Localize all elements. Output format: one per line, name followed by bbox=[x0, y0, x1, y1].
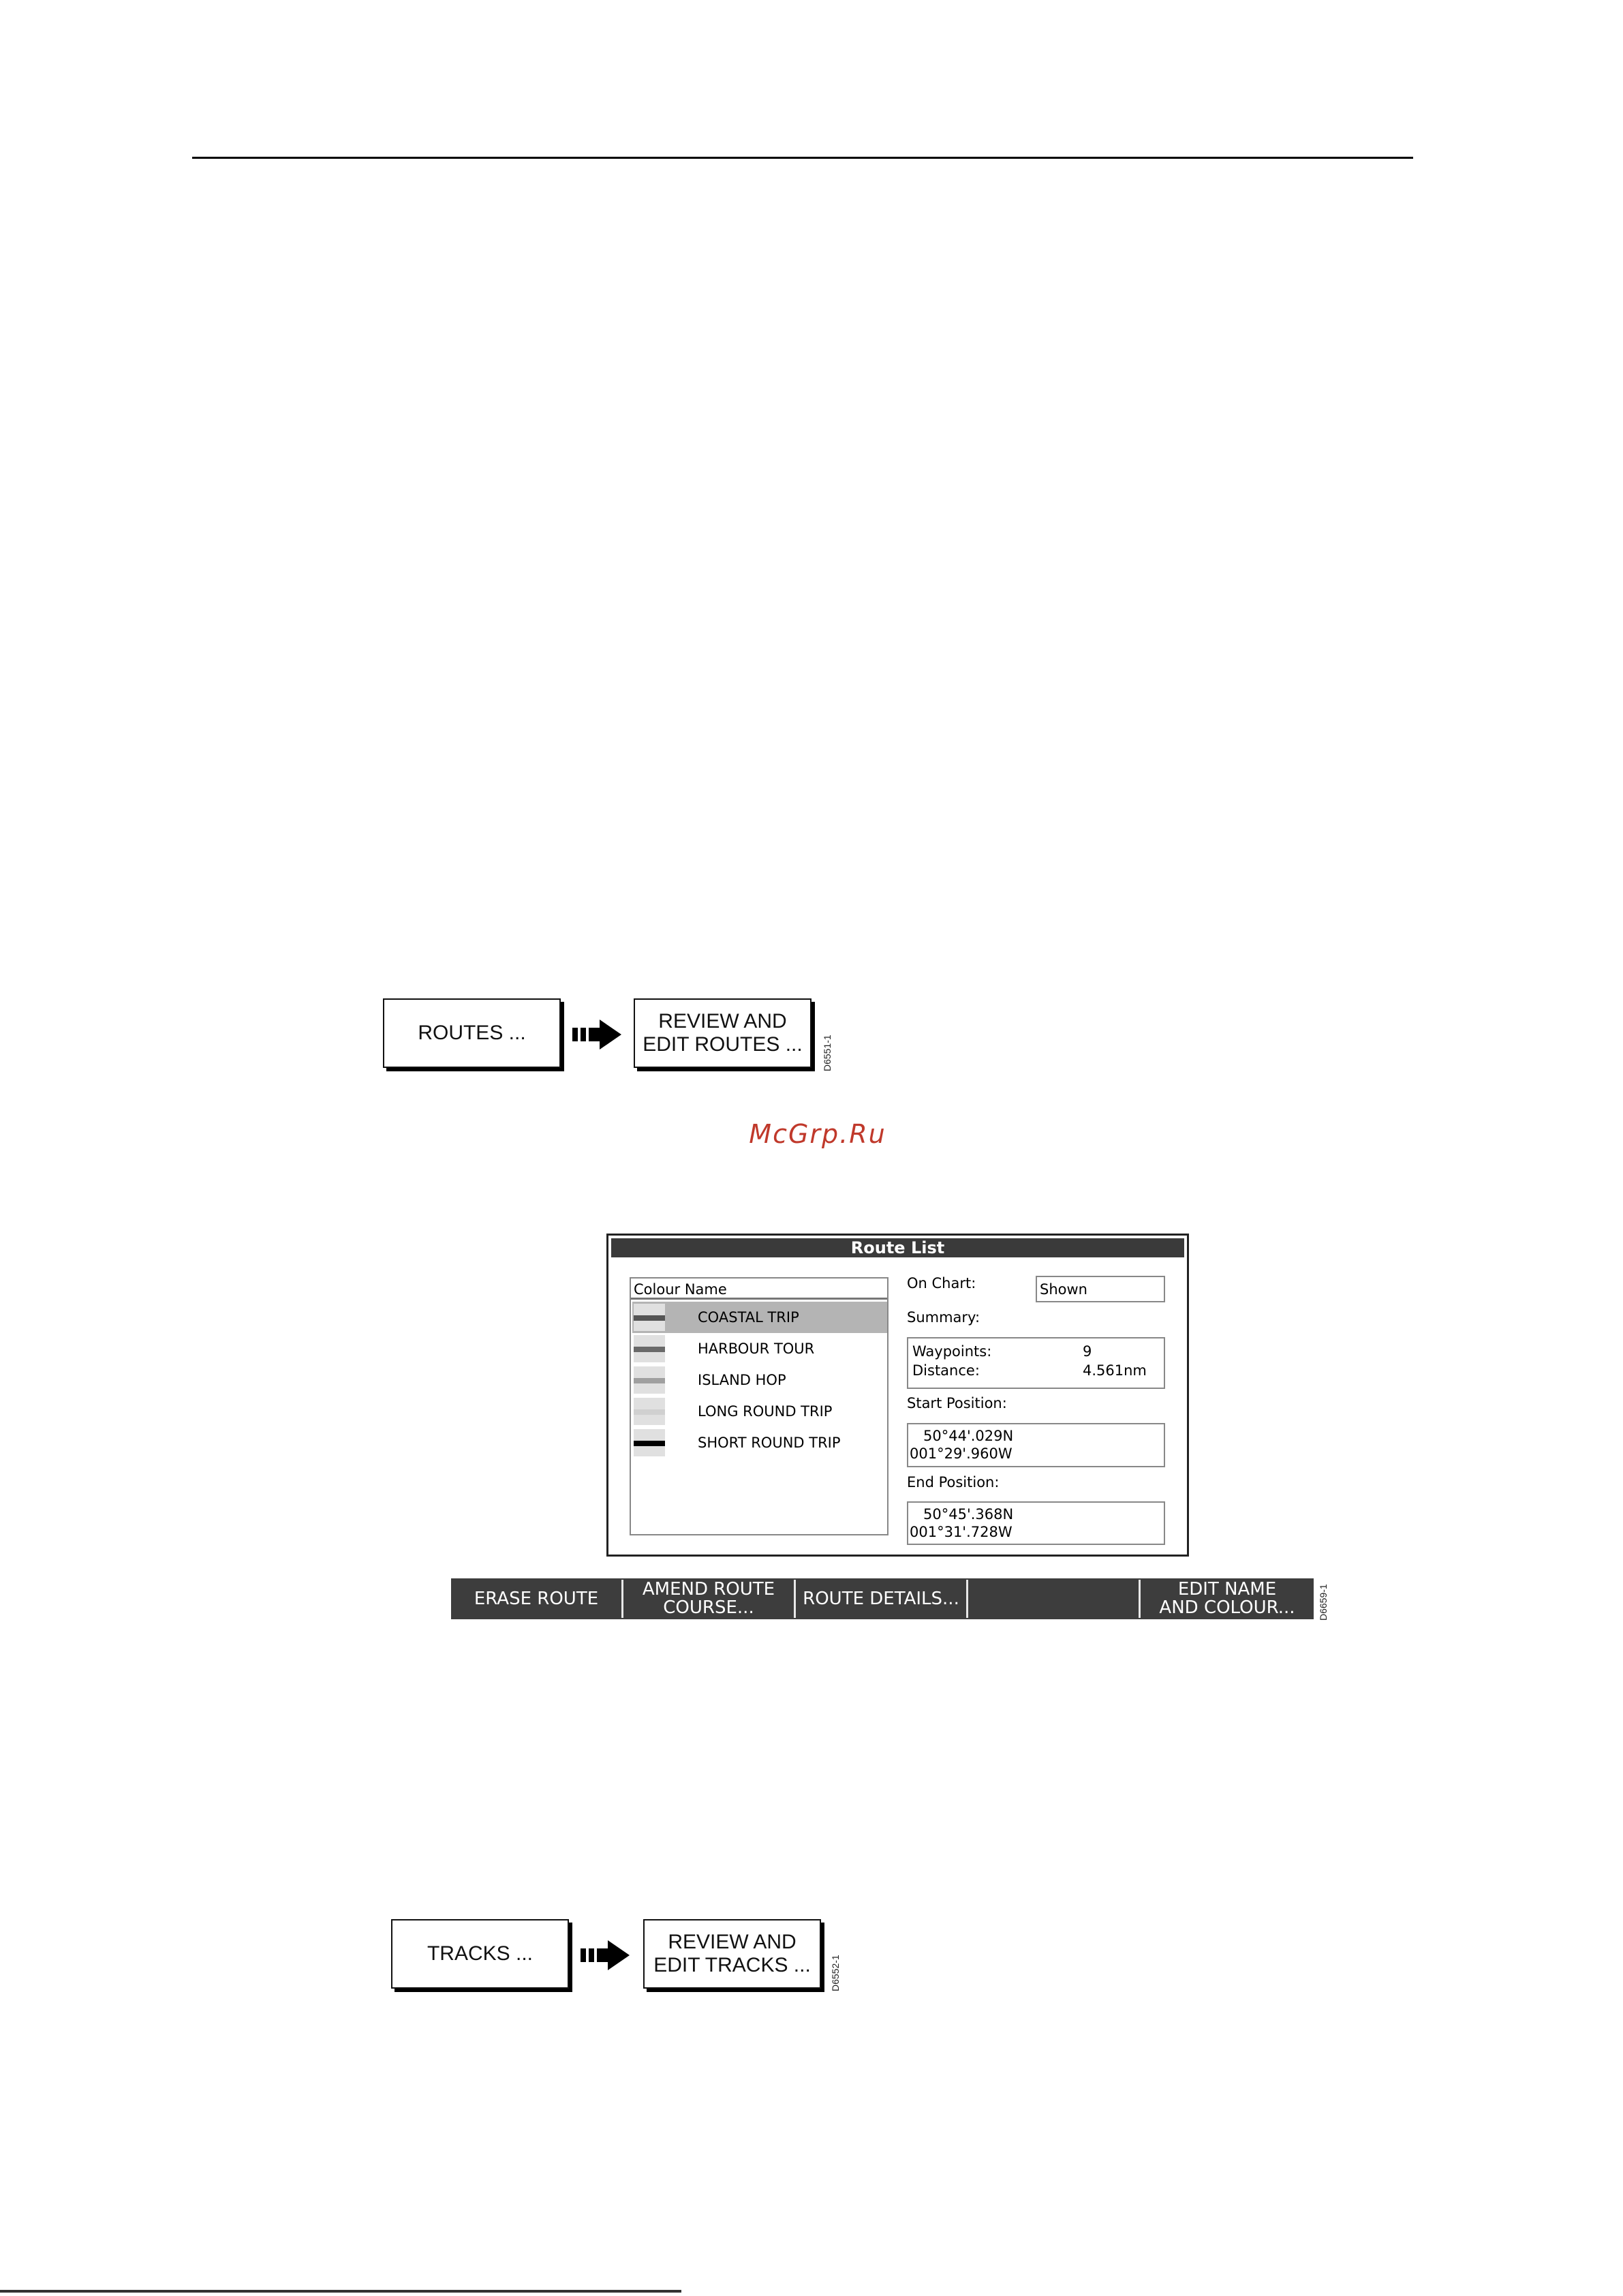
flow-arrow-icon bbox=[572, 1017, 627, 1052]
waypoints-value: 9 bbox=[1083, 1343, 1092, 1360]
swatch-line bbox=[634, 1378, 665, 1383]
route-row[interactable] bbox=[632, 1333, 887, 1364]
flow-arrow-icon bbox=[581, 1938, 635, 1973]
swatch-line bbox=[634, 1315, 665, 1321]
routes-softkey[interactable]: ROUTES ... bbox=[383, 998, 561, 1068]
start-position-label: Start Position: bbox=[907, 1395, 1007, 1411]
swatch-line bbox=[634, 1409, 665, 1415]
end-latitude: 50°45'.368N bbox=[923, 1506, 1014, 1522]
swatch-line bbox=[634, 1441, 665, 1446]
route-name: HARBOUR TOUR bbox=[698, 1341, 815, 1357]
soft-key-bar bbox=[451, 1578, 1314, 1619]
distance-label: Distance: bbox=[912, 1362, 980, 1379]
route-colour-swatch bbox=[634, 1366, 665, 1394]
list-header-divider bbox=[631, 1298, 887, 1300]
route-name: ISLAND HOP bbox=[698, 1372, 786, 1388]
review-edit-tracks-softkey[interactable]: REVIEW AND EDIT TRACKS ... bbox=[643, 1919, 821, 1989]
route-list bbox=[630, 1277, 888, 1535]
start-latitude: 50°44'.029N bbox=[923, 1428, 1014, 1444]
edit-name-colour-button[interactable]: EDIT NAME AND COLOUR... bbox=[1159, 1579, 1295, 1618]
route-name: LONG ROUND TRIP bbox=[698, 1403, 833, 1420]
summary-label: Summary: bbox=[907, 1309, 980, 1326]
route-details-button[interactable]: ROUTE DETAILS... bbox=[803, 1588, 959, 1609]
route-row[interactable] bbox=[632, 1396, 887, 1427]
route-colour-swatch bbox=[634, 1304, 665, 1331]
waypoints-label: Waypoints: bbox=[912, 1343, 992, 1360]
review-edit-routes-softkey[interactable]: REVIEW AND EDIT ROUTES ... bbox=[634, 998, 812, 1068]
summary-box bbox=[907, 1337, 1165, 1389]
route-name: SHORT ROUND TRIP bbox=[698, 1435, 841, 1451]
end-longitude: 001°31'.728W bbox=[910, 1524, 1013, 1540]
route-colour-swatch bbox=[634, 1429, 665, 1456]
diagram-code: D6552-1 bbox=[830, 1955, 841, 1991]
start-longitude: 001°29'.960W bbox=[910, 1445, 1013, 1462]
amend-route-course-button[interactable]: AMEND ROUTE COURSE... bbox=[642, 1579, 775, 1618]
list-header: Colour Name bbox=[634, 1281, 727, 1298]
header-rule bbox=[192, 157, 1413, 159]
diagram-code: D6551-1 bbox=[822, 1035, 833, 1071]
diagram-code: D6659-1 bbox=[1318, 1584, 1329, 1621]
end-position-label: End Position: bbox=[907, 1474, 1000, 1490]
blank-softkey[interactable] bbox=[968, 1578, 1139, 1619]
route-row[interactable] bbox=[632, 1427, 887, 1458]
route-colour-swatch bbox=[634, 1398, 665, 1425]
tracks-softkey[interactable]: TRACKS ... bbox=[391, 1919, 569, 1989]
route-row[interactable] bbox=[632, 1364, 887, 1396]
route-list-screen bbox=[606, 1234, 1189, 1557]
start-position-box bbox=[907, 1423, 1165, 1467]
screen-title: Route List bbox=[611, 1238, 1184, 1257]
erase-route-button[interactable]: ERASE ROUTE bbox=[474, 1588, 599, 1609]
on-chart-label: On Chart: bbox=[907, 1275, 976, 1291]
footer-rule bbox=[0, 2290, 681, 2293]
route-name: COASTAL TRIP bbox=[698, 1309, 799, 1326]
swatch-line bbox=[634, 1347, 665, 1352]
on-chart-value: Shown bbox=[1040, 1281, 1087, 1298]
on-chart-field[interactable] bbox=[1036, 1276, 1165, 1302]
watermark-text: McGrp.Ru bbox=[749, 1119, 886, 1149]
distance-value: 4.561nm bbox=[1083, 1362, 1147, 1379]
route-row[interactable] bbox=[632, 1302, 887, 1333]
end-position-box bbox=[907, 1501, 1165, 1545]
route-colour-swatch bbox=[634, 1335, 665, 1362]
